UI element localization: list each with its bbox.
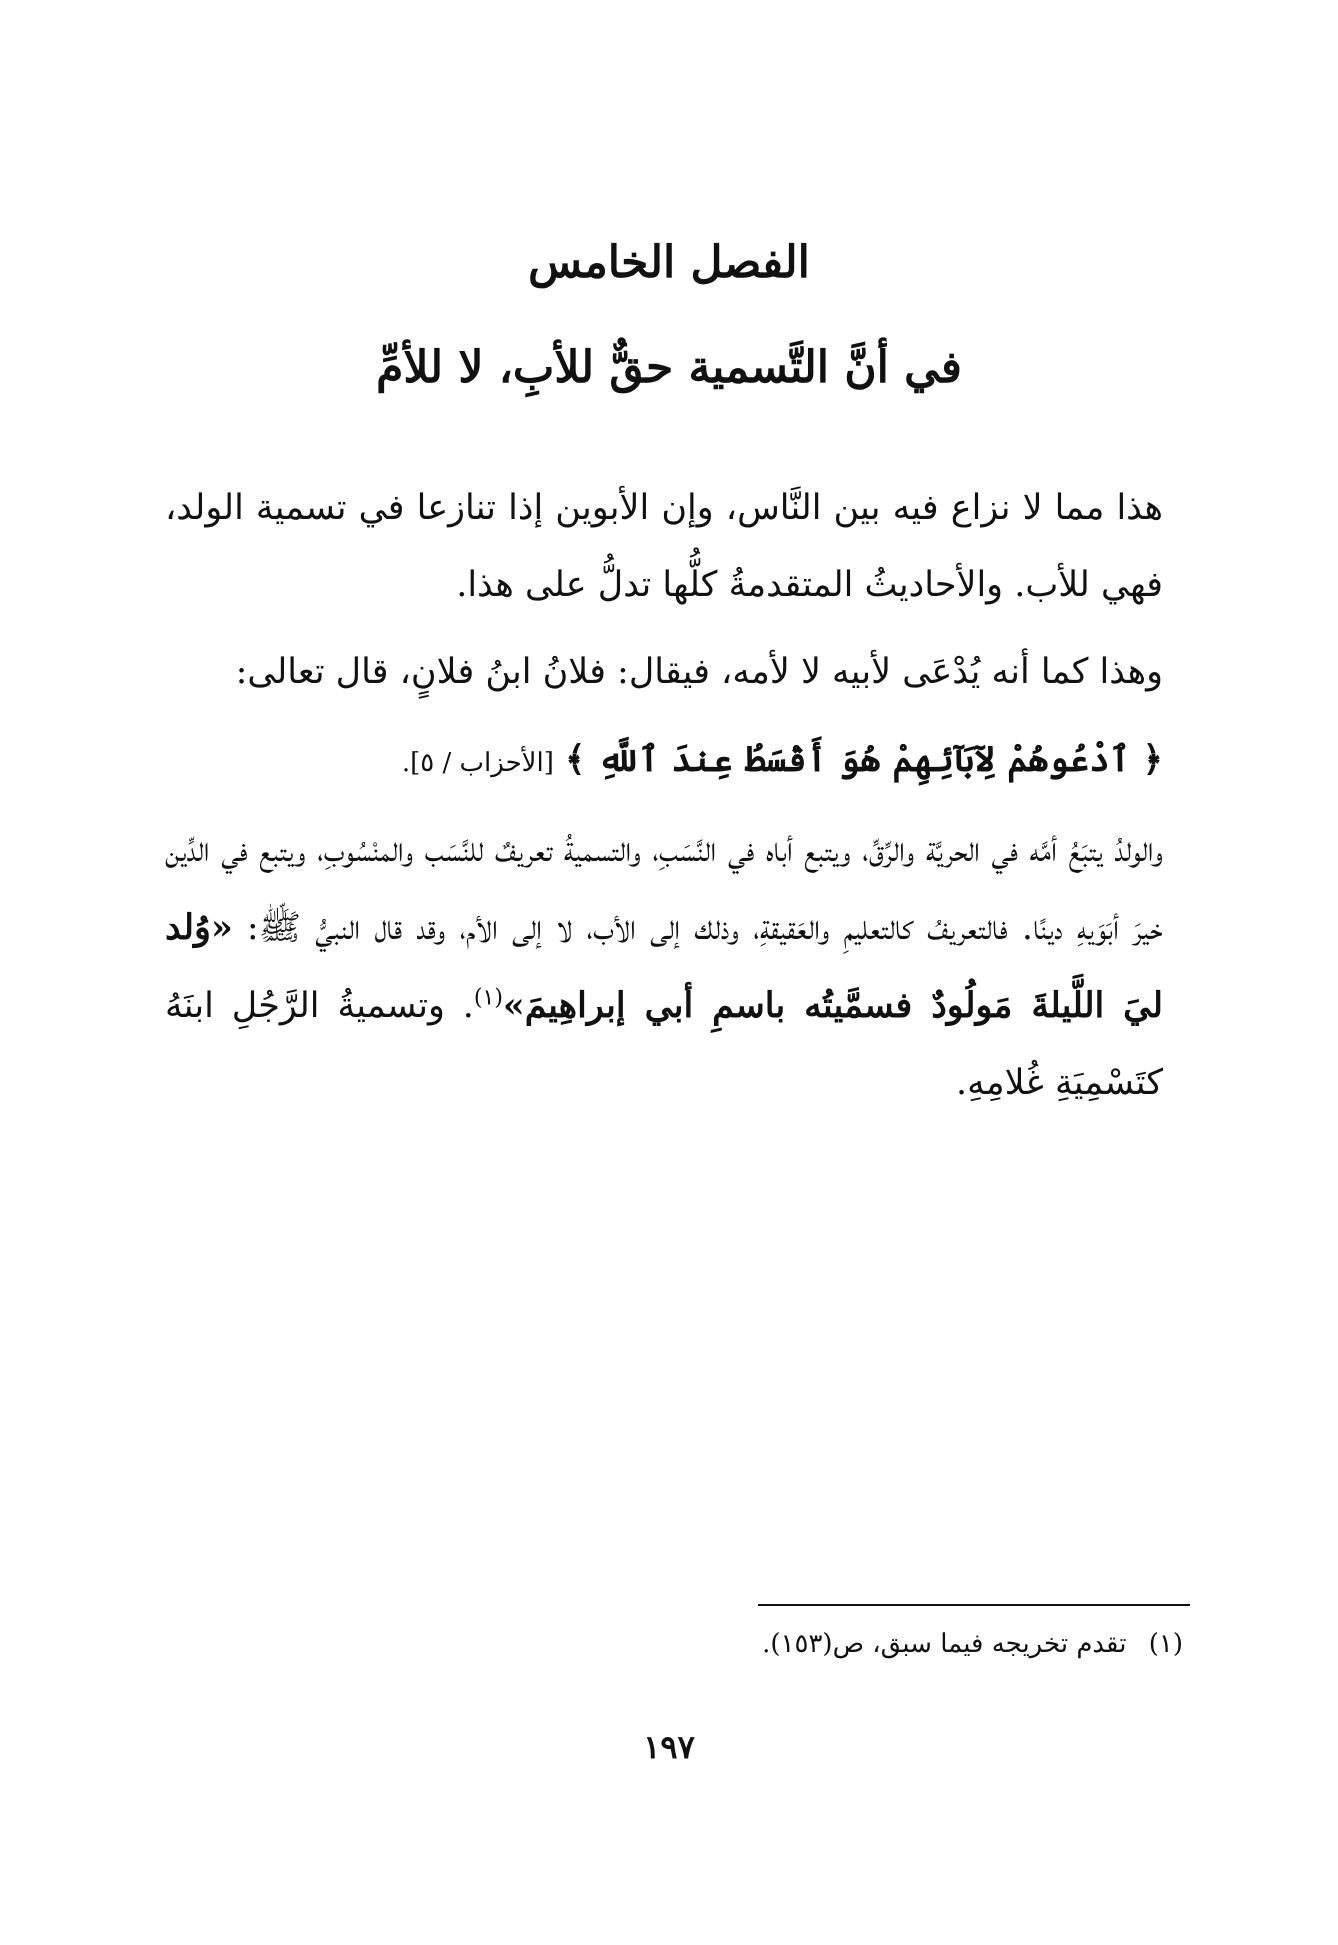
verse-reference: [الأحزاب / ٥]. [401, 748, 554, 778]
quran-verse-line [165, 721, 1163, 802]
footnote-number: (١) [1148, 1629, 1183, 1659]
body-text [165, 470, 1163, 1132]
paragraph-1: هذا مما لا نزاع فيه بين النَّاس، وإن الأبوين إذا تنازعا في تسمية الولد، فهي للأب. والأحاديثُ المتقدمةُ كلُّها تدلُّ على هذا. [165, 488, 1163, 605]
footnote-text: تقدم تخريجه فيما سبق، ص(١٥٣). [762, 1629, 1127, 1659]
paragraph-3-text: والولدُ يتبَعُ أمَّه في الحريَّة والرِّقِّ، ويتبع أباه في النَّسَبِ، والتسميةُ تعريفٌ للنَّسَب والمنْسُوبِ، ويتبع في الدِّين خيرَ أبَوَيهِ دينًا. فالتعريفُ كالتعليمِ والعَقيقةِ، وذلك إلى الأب، لا إلى الأم، وقد قال النبيُّ ﷺ: [165, 830, 1163, 948]
paragraph-2: وهذا كما أنه يُدْعَى لأبيه لا لأمه، فيقال: فلانُ ابنُ فلانٍ، قال تعالى: [235, 652, 1163, 692]
page-number: ١٩٧ [643, 1728, 695, 1766]
hadith-quote: «وُلد ليَ اللَّيلةَ مَولُودٌ فسمَّيتُه باسمِ أبي إبراهِيمَ» [165, 907, 1164, 1026]
footnote-divider [758, 1604, 1190, 1606]
footnote-marker[interactable]: (١) [473, 985, 503, 1011]
quran-verse: ﴿ ٱدْعُوهُمْ لِآبَآئِهِمْ هُوَ أَقْسَطُ عِندَ ٱللَّهِ ﴾ [565, 739, 1163, 780]
paragraph-3-end: . وتسميةُ الرَّجُلِ ابنَهُ كتَسْمِيَةِ غُلامِهِ. [165, 986, 1163, 1103]
chapter-subtitle: في أنَّ التَّسمية حقٌّ للأبِ، لا للأمِّ [376, 342, 962, 393]
paragraph-3 [165, 812, 1163, 1122]
chapter-title: الفصل الخامس [528, 237, 810, 288]
footnote [483, 1622, 1183, 1666]
